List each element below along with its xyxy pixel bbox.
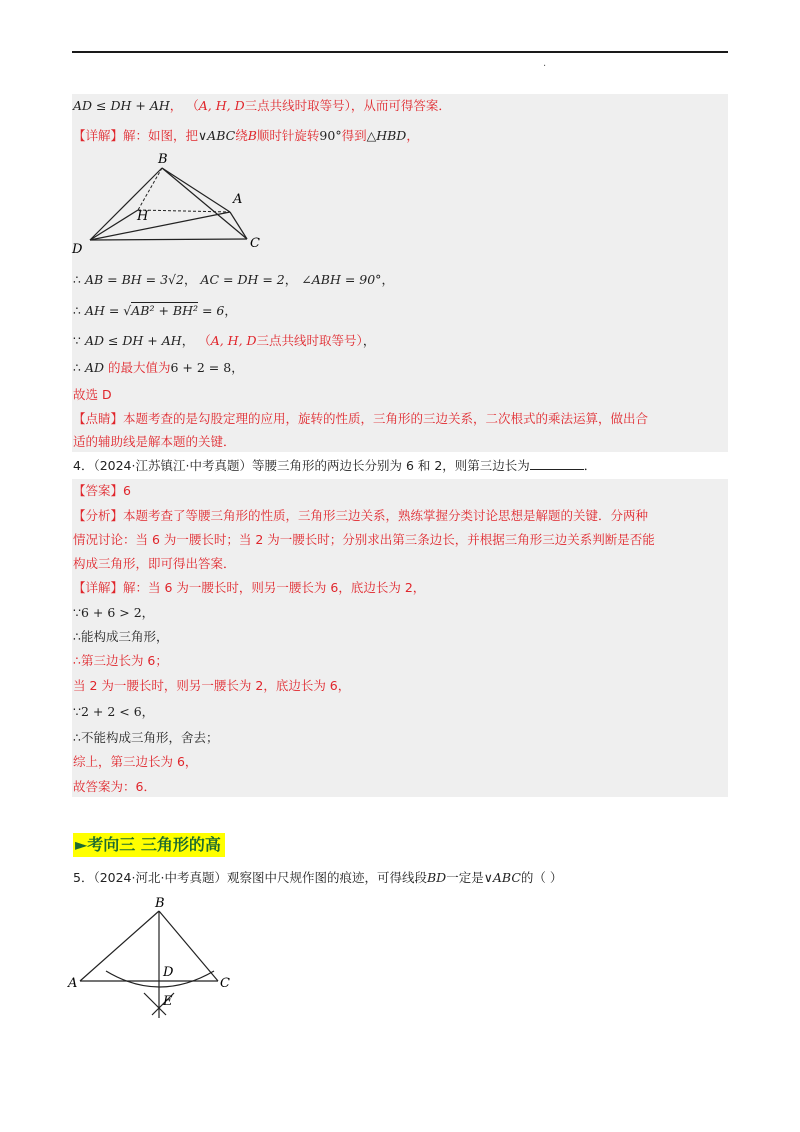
math: AH = [84, 303, 124, 318]
text: ， [141, 704, 155, 719]
math: AD ≤ DH + AH [73, 98, 170, 113]
question-text: 一定是 [446, 870, 484, 885]
line-choose-d: 故选 D [73, 387, 112, 402]
label-A: A [68, 976, 78, 991]
text: 本题考查的是勾股定理的应用，旋转的性质，三角形的三边关系，二次根式的乘法运算，做出合 [123, 411, 649, 426]
math: ∠ABH = 90° [301, 272, 382, 287]
line-because-ad [73, 332, 375, 350]
text: ． [583, 458, 597, 473]
math: 90° [319, 128, 342, 143]
header-rule [72, 51, 728, 53]
text: ，从而可得答案． [350, 98, 451, 113]
line-detail-9: 故答案为：6． [73, 779, 156, 794]
line-detail-5: 当 2 为一腰长时，则另一腰长为 2，底边长为 6， [73, 678, 351, 693]
comment-tag: 【点睛】 [73, 411, 124, 426]
math: 6 + 2 = 8 [170, 360, 232, 375]
label-C: C [220, 976, 230, 991]
edge-DC [90, 239, 247, 240]
label-D: D [163, 965, 174, 980]
line-detail-rotation [73, 127, 419, 145]
question-number: 4． [73, 458, 94, 473]
sqrt-sign: √ [123, 303, 132, 318]
detail-tag: 【详解】 [73, 128, 124, 143]
dashed-HA [138, 210, 230, 212]
math: ∵2 + 2 < 6 [73, 704, 142, 719]
text: 的最大值为 [107, 360, 171, 375]
math: B [247, 128, 257, 143]
label-B: B [155, 896, 165, 911]
text: ， [231, 360, 244, 375]
math: A, H, D [198, 98, 245, 113]
text: 解：当 6 为一腰长时，则另一腰长为 6，底边长为 2， [123, 580, 426, 595]
math: ∨ABC [483, 870, 521, 885]
line-analysis-3: 构成三角形，即可得出答案． [73, 556, 236, 571]
label-B: B [158, 152, 168, 167]
text: （ [198, 333, 211, 348]
math: AD [84, 360, 104, 375]
edge-DA [90, 212, 230, 240]
text: ， [181, 333, 195, 348]
text: ， [284, 272, 298, 287]
text: 绕 [235, 128, 248, 143]
math: ∨ABC [198, 128, 236, 143]
arc-construction [106, 971, 214, 987]
text: ， [169, 98, 183, 113]
answer-block-2 [72, 479, 728, 797]
text: （ [186, 98, 199, 113]
line-ah [73, 302, 237, 320]
line-answer [73, 482, 131, 500]
text: ， [362, 333, 376, 348]
answer-blank [530, 457, 584, 470]
text: 解：如图，把 [123, 128, 199, 143]
question-5 [73, 869, 562, 887]
analysis-tag: 【分析】 [73, 508, 124, 523]
question-4 [73, 457, 596, 475]
question-source: （2024·河北·中考真题） [93, 870, 227, 885]
edge-BD [90, 168, 162, 240]
math: △HBD [366, 128, 407, 143]
math: AC = DH = 2 [200, 272, 285, 287]
line-detail-1 [73, 579, 425, 597]
text: 得到 [341, 128, 367, 143]
text: ， [183, 272, 197, 287]
line-ad-inequality [73, 97, 451, 115]
figure-construction [66, 893, 246, 1023]
line-analysis-1 [73, 507, 648, 525]
question-number: 5． [73, 870, 94, 885]
line-detail-8: 综上，第三边长为 6， [73, 754, 198, 769]
question-text: 等腰三角形的两边长分别为 6 和 2，则第三边长为 [251, 458, 530, 473]
math: = 6 [198, 303, 225, 318]
therefore-symbol: ∴ [73, 360, 81, 375]
therefore-symbol: ∴ [73, 272, 81, 287]
therefore-symbol: ∴ [73, 303, 81, 318]
math: ∵6 + 6 > 2 [73, 605, 142, 620]
line-detail-7: ∴不能构成三角形，舍去； [73, 730, 219, 745]
header-dot: . [543, 58, 547, 69]
text: ， [381, 272, 394, 287]
math: AD ≤ DH + AH [84, 333, 182, 348]
label-E: E [163, 994, 173, 1009]
answer-tag: 【答案】 [73, 483, 124, 498]
math: A, H, D [210, 333, 257, 348]
text: 三点共线时取等号） [244, 98, 351, 113]
text: ， [406, 128, 419, 143]
figure-rotation [70, 150, 270, 260]
line-ab-bh [73, 271, 394, 289]
line-detail-4: ∴第三边长为 6； [73, 653, 168, 668]
section-heading: ►考向三 三角形的高 [73, 833, 225, 857]
text: 本题考查了等腰三角形的性质，三角形三边关系，熟练掌握分类讨论思想是解题的关键．分两种 [123, 508, 649, 523]
math: AB² + BH² [131, 303, 199, 318]
question-text: 观察图中尺规作图的痕迹，可得线段 [226, 870, 427, 885]
text: 三点共线时取等号） [256, 333, 363, 348]
edge-BA [80, 911, 159, 981]
detail-tag: 【详解】 [73, 580, 124, 595]
line-detail-3: ∴能构成三角形， [73, 629, 169, 644]
line-ad-max [73, 359, 244, 377]
label-C: C [250, 236, 260, 251]
edge-AC [230, 212, 247, 239]
question-text: 的（ ） [520, 870, 563, 885]
question-source: （2024·江苏镇江·中考真题） [93, 458, 252, 473]
line-detail-2 [73, 604, 154, 622]
line-comment-1 [73, 410, 648, 428]
edge-BA [162, 168, 230, 212]
label-A: A [233, 192, 243, 207]
math: AB = BH = 3√2 [84, 272, 184, 287]
text: ， [224, 303, 237, 318]
label-H: H [137, 209, 149, 224]
line-comment-2: 适的辅助线是解本题的关键． [73, 434, 236, 449]
label-D: D [72, 242, 83, 257]
math: BD [426, 870, 447, 885]
line-analysis-2: 情况讨论：当 6 为一腰长时；当 2 为一腰长时；分别求出第三条边长，并根据三角形三边关系判断是否能 [73, 532, 655, 547]
because-symbol: ∵ [73, 333, 81, 348]
answer-value: 6 [123, 483, 131, 498]
text: ， [141, 605, 155, 620]
line-detail-6 [73, 703, 154, 721]
text: 顺时针旋转 [256, 128, 320, 143]
